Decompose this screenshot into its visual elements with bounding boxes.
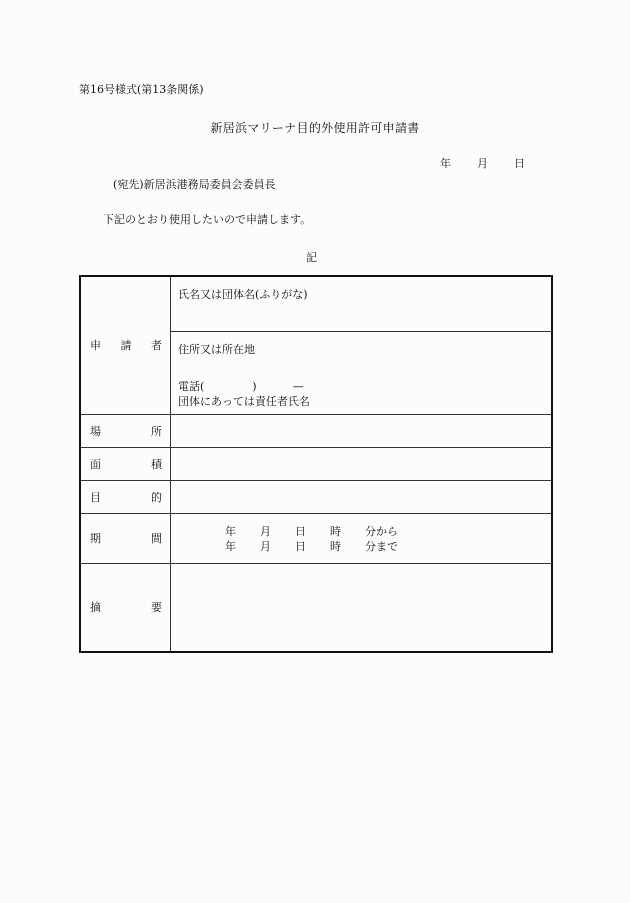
purpose-field[interactable]	[171, 480, 553, 513]
period-field[interactable]	[171, 513, 553, 563]
date-day: 日	[514, 157, 525, 170]
representative-label: 団体にあっては責任者氏名	[178, 394, 310, 408]
label-char: 要	[151, 601, 162, 615]
applicant-label-cell	[80, 276, 171, 414]
address-field-label: 住所又は所在地	[178, 342, 255, 356]
label-char: 間	[151, 532, 162, 545]
label-char: 期	[90, 532, 101, 545]
period-month: 月	[260, 524, 271, 538]
label-char: 面	[90, 457, 101, 471]
summary-label-cell	[80, 563, 171, 652]
purpose-label-cell	[80, 480, 171, 513]
summary-field[interactable]	[171, 563, 553, 652]
date-line	[440, 155, 525, 171]
intro-text: 下記のとおり使用したいので申請します。	[103, 213, 312, 226]
label-char: 者	[151, 339, 162, 353]
label-char: 請	[120, 339, 132, 353]
label-char: 申	[90, 339, 101, 353]
name-field-cell[interactable]	[171, 276, 553, 331]
place-field[interactable]	[171, 414, 553, 447]
phone-line	[171, 357, 551, 394]
form-number: 第16号様式(第13条関係)	[79, 83, 204, 96]
period-year: 年	[225, 524, 236, 538]
label-char: 積	[151, 457, 162, 471]
period-hour: 時	[330, 539, 341, 553]
period-minute: 分から	[365, 524, 398, 538]
phone-paren: )	[252, 379, 257, 393]
period-day: 日	[295, 524, 306, 538]
place-label-cell	[80, 414, 171, 447]
name-field-label: 氏名又は団体名(ふりがな)	[178, 288, 308, 301]
period-label-cell	[80, 513, 171, 563]
ki-mark: 記	[306, 251, 317, 264]
application-table	[79, 275, 553, 653]
period-day: 日	[295, 539, 306, 553]
phone-label: 電話(	[178, 379, 205, 393]
label-char: 場	[90, 424, 101, 438]
area-label-cell	[80, 447, 171, 480]
addressee: (宛先)新居浜港務局委員会委員長	[113, 178, 276, 191]
period-to-row	[225, 539, 551, 554]
phone-dash: —	[292, 379, 304, 393]
area-field[interactable]	[171, 447, 553, 480]
date-month: 月	[477, 157, 488, 170]
label-char: 目	[90, 490, 101, 504]
period-minute: 分まで	[365, 539, 398, 553]
period-hour: 時	[330, 524, 341, 538]
address-field-cell[interactable]	[171, 331, 553, 414]
label-char: 所	[151, 424, 162, 438]
date-year: 年	[440, 157, 451, 170]
label-char: 的	[151, 490, 162, 504]
period-from-row	[225, 524, 551, 539]
period-year: 年	[225, 539, 236, 553]
document-title: 新居浜マリーナ目的外使用許可申請書	[210, 121, 420, 135]
label-char: 摘	[90, 601, 101, 615]
period-month: 月	[260, 539, 271, 553]
